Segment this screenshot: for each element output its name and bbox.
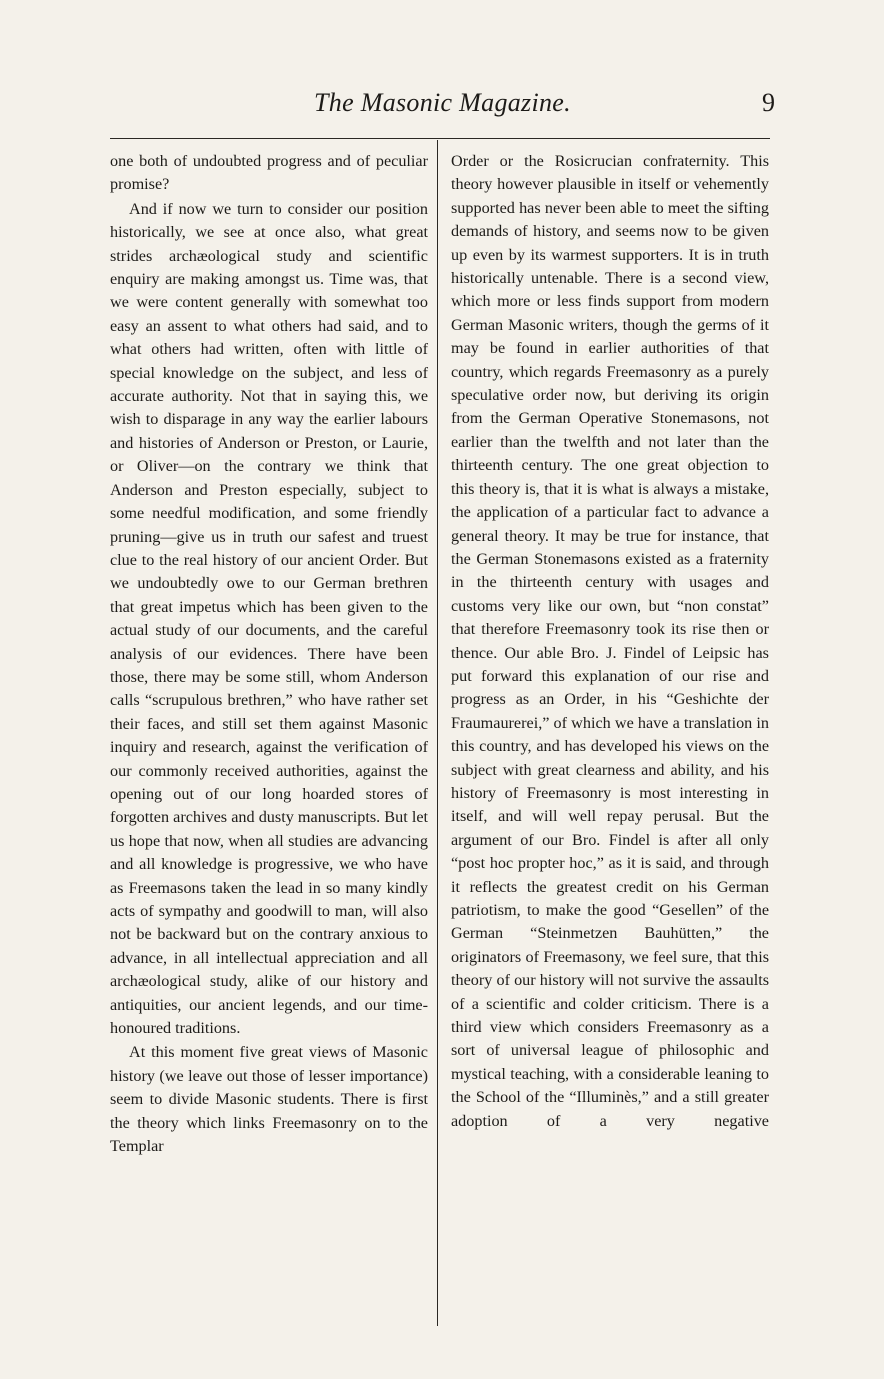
header-rule bbox=[110, 138, 770, 139]
running-title: The Masonic Magazine. bbox=[314, 88, 571, 117]
page-number: 9 bbox=[762, 88, 775, 117]
right-column bbox=[451, 150, 769, 1290]
left-paragraph-1: one both of undoubted progress and of peculiar promise? bbox=[110, 152, 428, 194]
left-column bbox=[110, 150, 428, 1290]
column-divider bbox=[437, 140, 438, 1326]
right-paragraph-1: Order or the Rosicrucian confraternity. This theory however plausible in itself or vehemently supported has never been able to meet the sifting demands of history, and seems now to be given up even by its warmest supporters. It is in truth historically untenable. There is a second view, which more or less finds support from modern German Masonic writers, though the germs of it may be found in earlier authorities of that country, which regards Freemasonry as a purely speculative order now, but deriving its origin from the German Operative Stonemasons, not earlier than the twelfth and not later than the thirteenth century. The one great objection to this theory is, that it is what is always a mistake, the application of a particular fact to advance a general theory. It may be true for instance, that the German Stonemasons existed as a fraternity in the thirteenth century with usages and customs very like our own, but “non constat” that therefore Freemasonry took its rise then or thence. Our able Bro. J. Findel of Leipsic has put forward this explanation of our rise and progress as an Order, in his “Geshichte der Fraumaurerei,” of which we have a translation in this country, and has developed his views on the subject with great clearness and ability, and his history of Freemasonry is most interesting in itself, and will well repay perusal. But the argument of our Bro. Findel is after all only “post hoc propter hoc,” as it is said, and through it reflects the greatest credit on his German patriotism, to make the good “Gesellen” of the German “Steinmetzen Bauhütten,” the originators of Freemasony, we feel sure, that this theory of our history will not survive the assaults of a scientific and colder criticism. There is a third view which considers Freemasonry as a sort of universal league of philosophic and mystical teaching, with a considerable leaning to the School of the “Illuminès,” and a still greater adoption of a very negative bbox=[451, 152, 769, 1130]
left-paragraph-2: And if now we turn to consider our position historically, we see at once also, what great strides archæological study and scientific enquiry are making amongst us. Time was, that we were content generally with somewhat too easy an assent to what others had said, and to what others had written, often with little of special knowledge on the subject, and less of accurate authority. Not that in saying this, we wish to disparage in any way the earlier labours and histories of Anderson or Preston, or Laurie, or Oliver—on the contrary we think that Anderson and Preston especially, subject to some needful modification, and some friendly pruning—give us in truth our safest and truest clue to the real history of our ancient Order. But we undoubtedly owe to our German brethren that great impetus which has been given to the actual study of our documents, and the careful analysis of our evidences. There have been those, there may be some still, whom Anderson calls “scrupulous brethren,” who have rather set their faces, and still set them against Masonic inquiry and research, against the verification of our commonly received authorities, against the opening out of our long hoarded stores of forgotten archives and dusty manuscripts. But let us hope that now, when all studies are advancing and all knowledge is progressive, we who have as Freemasons taken the lead in so many kindly acts of sympathy and goodwill to man, will also not be backward but on the contrary anxious to advance, in all intellectual appreciation and all archæological study, alike of our history and antiquities, our ancient legends, and our time-honoured traditions. bbox=[110, 199, 428, 1038]
left-paragraph-3: At this moment five great views of Masonic history (we leave out those of lesser importance) seem to divide Masonic students. There is first the theory which links Freemasonry on to the Templar bbox=[110, 1043, 428, 1156]
page-header bbox=[110, 88, 775, 124]
